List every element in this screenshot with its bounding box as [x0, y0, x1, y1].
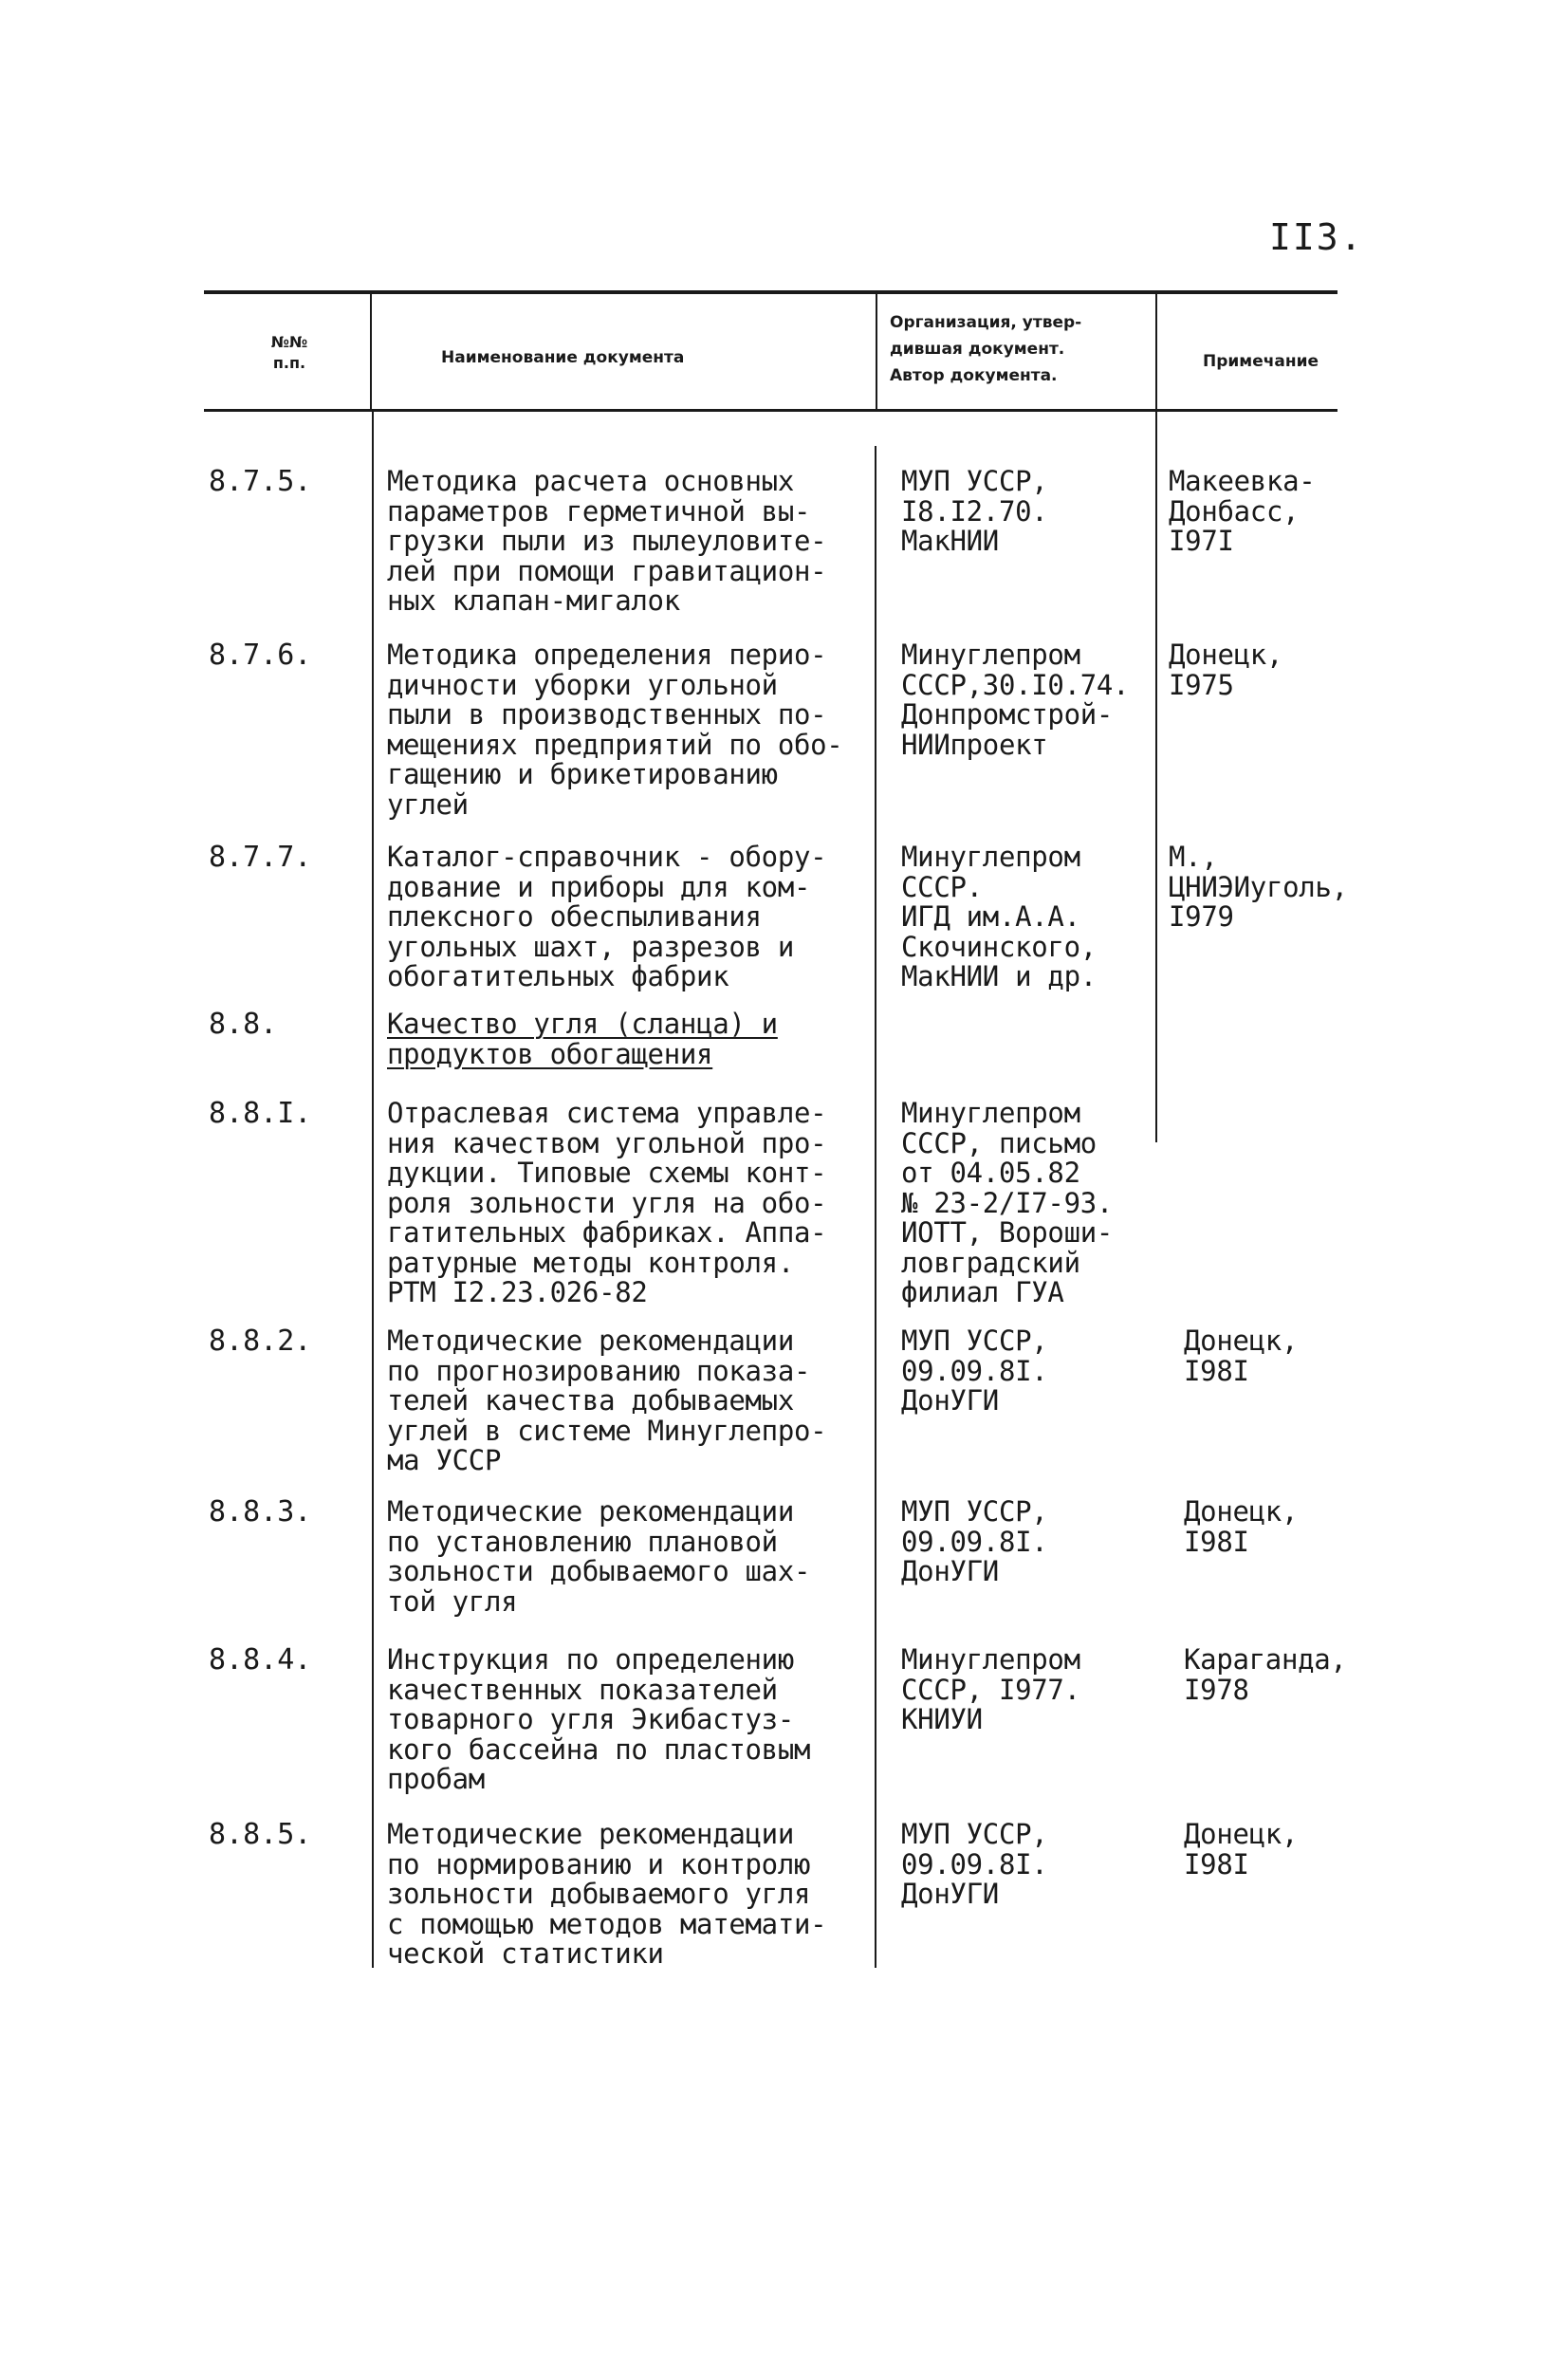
document-name: Методические рекомендации по нормированию и контролю зольности добываемого угля с помощью методов математи- ческой статистики — [387, 1818, 827, 1970]
document-organization: Минуглепром СССР, письмо от 04.05.82 № 23-2/I7-93. ИОТТ, Вороши- ловградский филиал ГУА — [901, 1097, 1114, 1308]
row-number: 8.8. — [209, 1008, 278, 1041]
section-title: Качество угля (сланца) и продуктов обогащения — [387, 1008, 778, 1070]
header-col-note: Примечание — [1203, 352, 1319, 371]
document-note: Донецк, I98I — [1184, 1325, 1299, 1387]
document-name: Каталог-справочник - обору- дование и приборы для ком- плексного обеспыливания угольных шахт, разрезов и обогатительных фабрик — [387, 841, 827, 992]
document-organization: Минуглепром СССР,30.I0.74. Донпромстрой- НИИпроект — [901, 639, 1130, 761]
document-organization: МУП УССР, I8.I2.70. МакНИИ — [901, 465, 1048, 557]
document-note: Донецк, I98I — [1184, 1495, 1299, 1558]
row-number: 8.8.3. — [209, 1495, 312, 1529]
row-number: 8.8.5. — [209, 1818, 312, 1851]
row-number: 8.8.4. — [209, 1643, 312, 1677]
header-col-name: Наименование документа — [441, 348, 685, 367]
document-note: М., ЦНИЭИуголь, I979 — [1169, 841, 1348, 933]
document-name: Отраслевая система управле- ния качеством угольной про- дукции. Типовые схемы конт- роля зольности угля на обо- гатительных фабриках. Аппа- ратурные методы контроля. РТМ I2.23.026-82 — [387, 1097, 827, 1308]
document-organization: Минуглепром СССР. ИГД им.А.А. Скочинского, МакНИИ и др. — [901, 841, 1097, 992]
document-name: Методика определения перио- дичности уборки угольной пыли в производственных по- мещениях предприятий по обо- гащению и брикетированию углей — [387, 639, 843, 821]
document-name: Методика расчета основных параметров герметичной вы- грузки пыли из пылеуловите- лей при помощи гравитацион- ных клапан-мигалок — [387, 465, 827, 617]
header-bottom-rule — [204, 409, 1337, 412]
row-number: 8.8.I. — [209, 1097, 312, 1130]
row-number: 8.7.7. — [209, 841, 312, 874]
document-note: Макеевка- Донбасс, I97I — [1169, 465, 1316, 557]
body-col-divider-2 — [875, 446, 876, 1968]
document-organization: МУП УССР, 09.09.8I. ДонУГИ — [901, 1325, 1048, 1417]
document-organization: Минуглепром СССР, I977. КНИУИ — [901, 1643, 1080, 1735]
document-organization: МУП УССР, 09.09.8I. ДонУГИ — [901, 1818, 1048, 1910]
document-note: Караганда, I978 — [1184, 1643, 1347, 1706]
body-col-divider-1 — [372, 412, 374, 1968]
document-name: Инструкция по определению качественных показателей товарного угля Экибастуз- кого бассейна по пластовым пробам — [387, 1643, 811, 1795]
document-name: Методические рекомендации по установлению плановой зольности добываемого шах- той угля — [387, 1495, 811, 1618]
row-number: 8.7.5. — [209, 465, 312, 498]
document-note: Донецк, I975 — [1169, 639, 1283, 701]
row-number: 8.7.6. — [209, 639, 312, 672]
body-col-divider-3 — [1155, 412, 1157, 1142]
document-organization: МУП УССР, 09.09.8I. ДонУГИ — [901, 1495, 1048, 1587]
row-number: 8.8.2. — [209, 1325, 312, 1358]
header-col-divider-3 — [1155, 294, 1157, 412]
header-col-org: Организация, утвер- дившая документ. Автор документа. — [890, 313, 1082, 385]
header-col-divider-1 — [370, 294, 372, 412]
document-note: Донецк, I98I — [1184, 1818, 1299, 1881]
table-top-rule — [204, 290, 1337, 294]
page-number: II3. — [1269, 216, 1364, 258]
header-col-num: №№ п.п. — [270, 333, 308, 372]
document-name: Методические рекомендации по прогнозированию показа- телей качества добываемых углей в системе Минуглепро- ма УССР — [387, 1325, 827, 1476]
header-col-divider-2 — [876, 294, 877, 412]
